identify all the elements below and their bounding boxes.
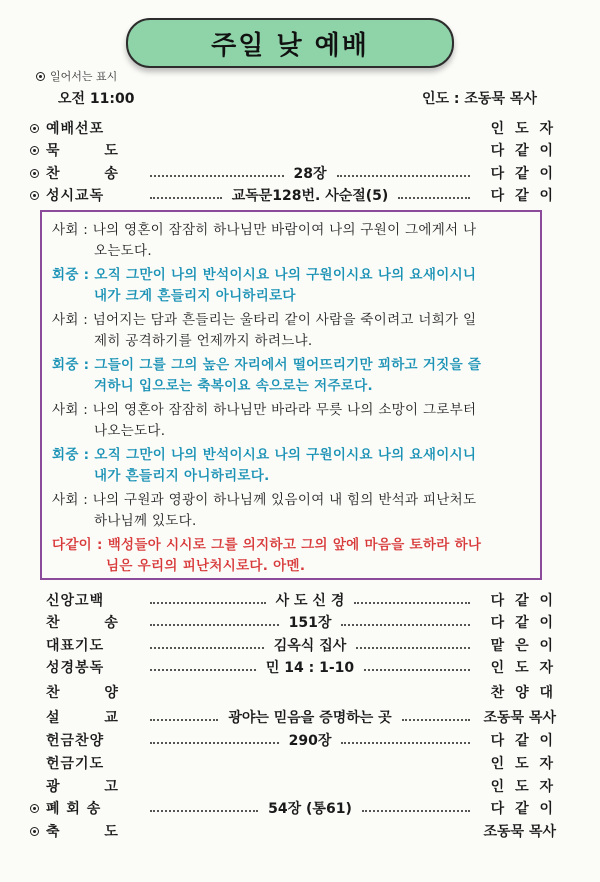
reading-line-all: 다같이 : 백성들아 시시로 그를 의지하고 그의 앞에 마음을 토하라 하나	[52, 537, 482, 553]
order-item	[30, 117, 556, 139]
order-item-name: 성시교독	[46, 188, 105, 204]
order-item-responsible: 조동묵 목사	[483, 710, 556, 726]
order-mark-slot	[30, 124, 44, 133]
reading-line-congregation: 내가 흔들리지 아니하리로다.	[94, 468, 270, 484]
order-item-detail	[146, 830, 474, 832]
service-time: 오전 11:00	[58, 91, 135, 107]
order-item-detail	[146, 730, 474, 750]
leader-dots	[356, 647, 470, 649]
order-item-responsible: 다 같 이	[490, 143, 556, 159]
order-item	[30, 752, 556, 774]
order-item-responsible: 다 같 이	[490, 801, 556, 817]
order-item-detail	[146, 762, 474, 764]
order-item-responsible: 조동묵 목사	[483, 824, 556, 840]
leader-dots	[150, 624, 279, 626]
reading-line-all: 님은 우리의 피난처시로다. 아멘.	[106, 558, 306, 574]
order-item-detail	[146, 185, 474, 205]
standing-legend	[36, 68, 117, 84]
order-mark-slot	[30, 191, 44, 200]
leader-dots	[402, 719, 470, 721]
reading-line-leader: 제히 공격하기를 언제까지 하려느냐.	[94, 333, 313, 349]
reading-line-congregation: 회중 : 그들이 그를 그의 높은 자리에서 떨어뜨리기만 꾀하고 거짓을 즐	[52, 357, 482, 373]
order-item-name: 대표기도	[46, 638, 105, 654]
order-item	[30, 706, 556, 728]
leader-dots	[150, 175, 284, 177]
order-item-detail	[146, 657, 474, 677]
leader-dots	[341, 742, 470, 744]
order-item-name: 신앙고백	[46, 593, 105, 609]
leader-dots	[150, 669, 256, 671]
order-item-responsible: 인 도 자	[490, 756, 556, 772]
order-item	[30, 184, 556, 206]
order-item	[30, 139, 556, 161]
order-item-name: 찬 송	[46, 615, 138, 631]
order-item-name: 예배선포	[46, 121, 105, 137]
standing-mark-icon	[30, 804, 39, 813]
order-item	[30, 589, 556, 611]
leader-dots	[150, 742, 279, 744]
order-item-responsible: 인 도 자	[490, 660, 556, 676]
order-item-detail	[146, 707, 474, 727]
order-item	[30, 775, 556, 797]
order-item-name: 찬 송	[46, 166, 138, 182]
order-item-name: 광 고	[46, 779, 138, 795]
order-item-name: 폐 회 송	[46, 801, 102, 817]
reading-line-leader: 사회 : 나의 구원과 영광이 하나님께 있음이여 내 힘의 반석과 피난처도	[52, 492, 477, 508]
standing-mark-icon	[30, 169, 39, 178]
order-item	[30, 611, 556, 633]
order-mark-slot	[30, 146, 44, 155]
standing-mark-icon	[30, 191, 39, 200]
order-item-responsible: 다 같 이	[490, 188, 556, 204]
reading-line-leader: 사회 : 나의 영혼아 잠잠히 하나님만 바라라 무릇 나의 소망이 그로부터	[52, 402, 477, 418]
order-item	[30, 729, 556, 751]
leader-dots	[337, 175, 471, 177]
order-item-detail	[146, 127, 474, 129]
leader-info: 인도 : 조동묵 목사	[422, 91, 537, 107]
order-item	[30, 797, 556, 819]
order-item-content: 54장 (통61)	[268, 801, 352, 817]
reading-line-leader: 나오는도다.	[94, 423, 166, 439]
order-item-detail	[146, 635, 474, 655]
order-item-name: 찬 양	[46, 685, 138, 701]
order-item-name: 성경봉독	[46, 660, 105, 676]
order-item-responsible: 인 도 자	[490, 121, 556, 137]
leader-dots	[150, 197, 222, 199]
leader-dots	[150, 602, 266, 604]
order-item	[30, 162, 556, 184]
order-item-content: 290장	[288, 733, 332, 749]
standing-mark-icon	[30, 124, 39, 133]
legend-label: 일어서는 표시	[50, 70, 118, 83]
order-item-detail	[146, 691, 474, 693]
leader-dots	[362, 810, 470, 812]
order-item-content: 광야는 믿음을 증명하는 곳	[228, 710, 392, 726]
leader-dots	[354, 602, 470, 604]
order-item-name: 축 도	[46, 824, 138, 840]
page-title: 주일 낮 예배	[126, 18, 454, 68]
order-item-responsible: 찬 양 대	[490, 685, 556, 701]
order-item-name: 묵 도	[46, 143, 138, 159]
order-item-detail	[146, 149, 474, 151]
order-item	[30, 634, 556, 656]
order-item-responsible: 다 같 이	[490, 593, 556, 609]
responsive-reading-box	[40, 210, 542, 580]
reading-line-congregation: 내가 크게 흔들리지 아니하리로다	[94, 288, 296, 304]
standing-mark-icon	[36, 72, 45, 81]
order-item-name: 설 교	[46, 710, 138, 726]
order-item-content: 교독문128번. 사순절(5)	[231, 188, 389, 204]
leader-dots	[150, 719, 218, 721]
order-item-content: 민 14 : 1-10	[265, 660, 355, 676]
reading-line-leader: 하나님께 있도다.	[94, 513, 197, 529]
order-item-content: 28장	[293, 166, 327, 182]
standing-mark-icon	[30, 146, 39, 155]
order-mark-slot	[30, 804, 44, 813]
order-item-content: 김옥식 집사	[273, 638, 347, 654]
reading-line-leader: 사회 : 넘어지는 담과 흔들리는 울타리 같이 사람을 죽이려고 너희가 일	[52, 312, 477, 328]
order-item-detail	[146, 590, 474, 610]
order-item-detail	[146, 785, 474, 787]
reading-line-leader: 사회 : 나의 영혼이 잠잠히 하나님만 바람이여 나의 구원이 그에게서 나	[52, 222, 477, 238]
order-item	[30, 681, 556, 703]
order-item-name: 헌금찬양	[46, 733, 105, 749]
order-item-responsible: 맡 은 이	[490, 638, 556, 654]
order-mark-slot	[30, 169, 44, 178]
leader-dots	[364, 669, 470, 671]
order-item-responsible: 다 같 이	[490, 733, 556, 749]
order-item-detail	[146, 798, 474, 818]
order-item-content: 사 도 신 경	[275, 593, 345, 609]
order-mark-slot	[30, 827, 44, 836]
reading-line-congregation: 겨하니 입으로는 축복이요 속으로는 저주로다.	[94, 378, 373, 394]
reading-line-congregation: 회중 : 오직 그만이 나의 반석이시요 나의 구원이시요 나의 요새이시니	[52, 267, 477, 283]
order-item-responsible: 다 같 이	[490, 166, 556, 182]
order-item	[30, 820, 556, 842]
order-item-name: 헌금기도	[46, 756, 105, 772]
order-item-responsible: 인 도 자	[490, 779, 556, 795]
leader-dots	[398, 197, 470, 199]
reading-line-congregation: 회중 : 오직 그만이 나의 반석이시요 나의 구원이시요 나의 요새이시니	[52, 447, 477, 463]
order-item-detail	[146, 612, 474, 632]
leader-dots	[150, 647, 264, 649]
reading-line-leader: 오는도다.	[94, 243, 152, 259]
order-item	[30, 656, 556, 678]
order-item-content: 151장	[288, 615, 332, 631]
standing-mark-icon	[30, 827, 39, 836]
order-item-detail	[146, 163, 474, 183]
leader-dots	[150, 810, 258, 812]
leader-dots	[341, 624, 470, 626]
order-item-responsible: 다 같 이	[490, 615, 556, 631]
